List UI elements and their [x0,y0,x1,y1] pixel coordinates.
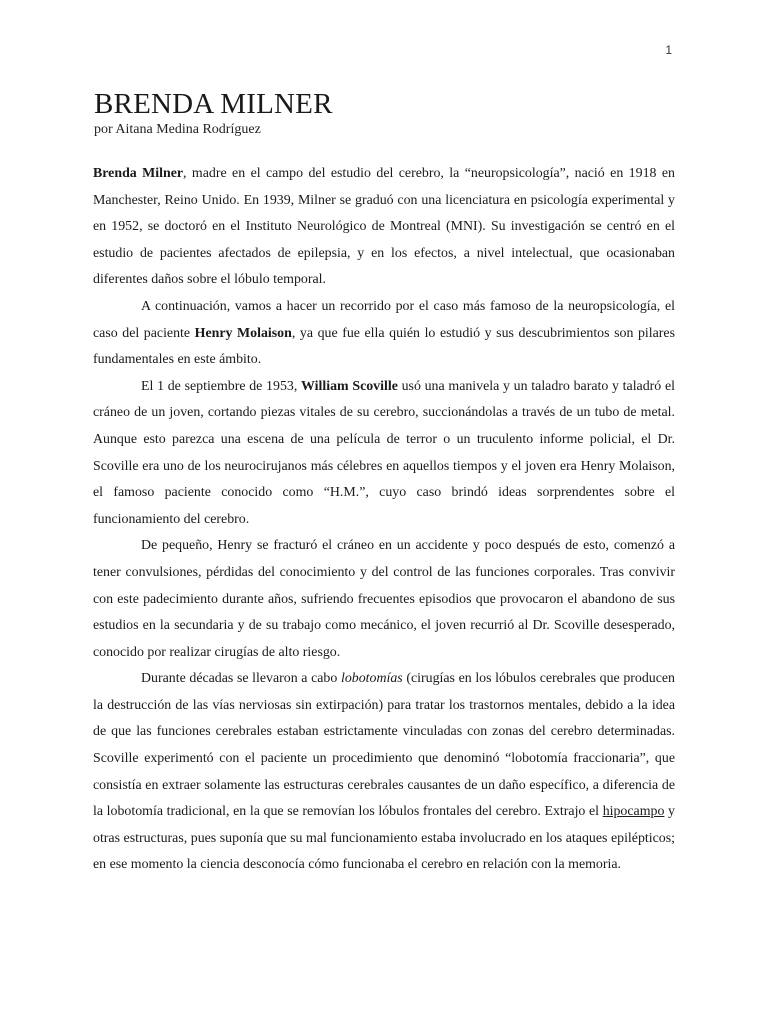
paragraph-4 [93,533,675,666]
paragraph-3-text-b: usó una manivela y un taladro barato y taladró el cráneo de un joven, cortando piezas vitales de su cerebro, succionándolas a través de un tubo de metal. Aunque esto parezca una escena de una película de terror o un truculento informe policial, el Dr. Scoville era uno de los neurocirujanos más célebres en aquellos tiempos y el joven era Henry Molaison, el famoso paciente conocido como “H.M.”, cuyo caso brindó ideas sorprendentes sobre el funcionamiento del cerebro. [93,378,675,527]
paragraph-5-text-b: (cirugías en los lóbulos cerebrales que producen la destrucción de las vías nerviosas sin extirpación) para tratar los trastornos mentales, debido a la idea de que las funciones cerebrales estaban estrictamente vinculadas con zonas del cerebro determinadas. Scoville experimentó con el paciente un procedimiento que denominó “lobotomía fraccionaria”, que consistía en extraer solamente las estructuras cerebrales causantes de un daño específico, a diferencia de la lobotomía tradicional, en la que se removían los lóbulos frontales del cerebro. Extrajo el [93,671,675,820]
paragraph-5 [93,666,675,879]
document-title: BRENDA MILNER [94,88,333,120]
term-lobotomias: lobotomías [340,671,403,687]
paragraph-3 [93,374,675,534]
author-byline: por Aitana Medina Rodríguez [94,122,261,137]
paragraph-3-text-a: El 1 de septiembre de 1953, [141,378,302,394]
paragraph-5-text-c: y otras estructuras, pues suponía que su mal funcionamiento estaba involucrado en los ataques epilépticos; en ese momento la ciencia desconocía cómo funcionaba el cerebro en relación con la memoria. [93,804,676,873]
page-number: 1 [665,43,672,57]
paragraph-2-text-a: A continuación, vamos a hacer un recorrido por el caso más famoso de la neuropsicología, el caso del paciente [93,298,675,341]
paragraph-1-text: , madre en el campo del estudio del cerebro, la “neuropsicología”, nació en 1918 en Manchester, Reino Unido. En 1939, Milner se graduó con una licenciatura en psicología experimental y en 1952, se doctoró en el Instituto Neurológico de Montreal (MNI). Su investigación se centró en el estudio de pacientes afectados de epilepsia, y en los efectos, a nivel intelectual, que ocasionaban diferentes daños sobre el lóbulo temporal. [93,166,675,288]
paragraph-2-text-b: , ya que fue ella quién lo estudió y sus descubrimientos son pilares fundamentales en este ámbito. [93,325,676,368]
paragraph-4-text: De pequeño, Henry se fracturó el cráneo en un accidente y poco después de esto, comenzó a tener convulsiones, pérdidas del conocimiento y del control de las funciones corporales. Tras convivir con este padecimiento durante años, sufriendo frecuentes episodios que provocaron el abandono de sus estudios en la secundaria y de su trabajo como mecánico, el joven recurrió al Dr. Scoville desesperado, conocido por realizar cirugías de alto riesgo. [93,538,675,660]
paragraph-2 [93,294,675,374]
document-body [93,161,675,879]
name-henry-molaison: Henry Molaison [194,325,292,341]
name-brenda-milner: Brenda Milner [93,166,184,181]
paragraph-5-text-a: Durante décadas se llevaron a cabo [141,671,341,687]
paragraph-1 [93,161,675,294]
hipocampo-link[interactable]: hipocampo [602,804,665,820]
name-william-scoville: William Scoville [301,378,398,394]
